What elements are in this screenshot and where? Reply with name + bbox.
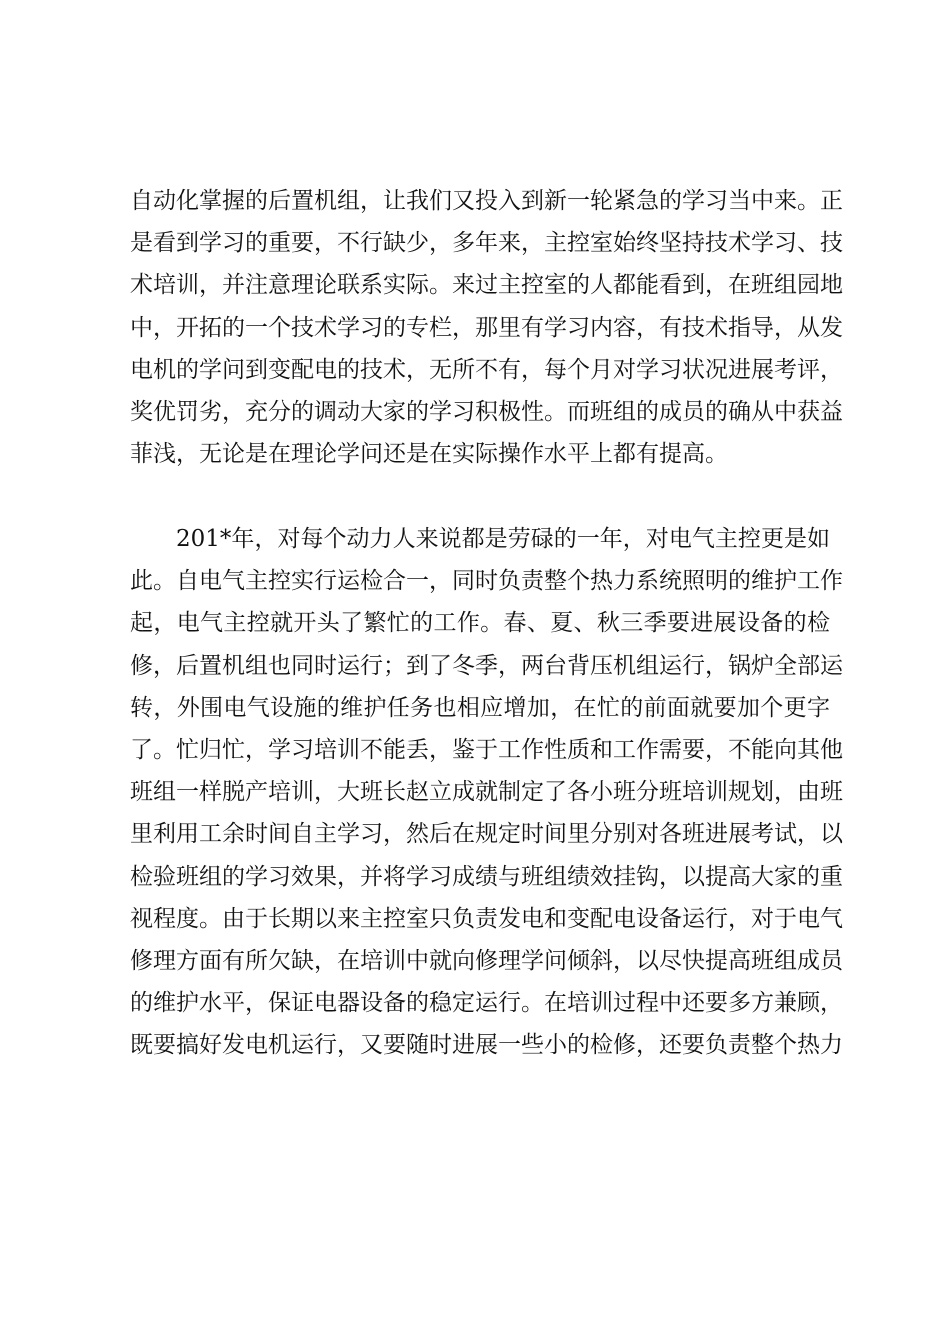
text-line: 中，开拓的一个技术学习的专栏，那里有学习内容，有技术指导，从发: [130, 314, 843, 341]
text-line: 术培训，并注意理论联系实际。来过主控室的人都能看到，在班组园地: [130, 272, 843, 299]
paragraph-2: [130, 518, 843, 1066]
text-line: 201*年，对每个动力人来说都是劳碌的一年，对电气主控更是如: [176, 526, 830, 552]
text-line: 既要搞好发电机运行，又要随时进展一些小的检修，还要负责整个热力: [130, 1032, 843, 1059]
text-line: 此。自电气主控实行运检合一，同时负责整个热力系统照明的维护工作: [130, 568, 843, 595]
text-line: 视程度。由于长期以来主控室只负责发电和变配电设备运行，对于电气: [130, 905, 843, 932]
text-line: 自动化掌握的后置机组，让我们又投入到新一轮紧急的学习当中来。正: [130, 188, 843, 214]
text-line: 起，电气主控就开头了繁忙的工作。春、夏、秋三季要进展设备的检: [130, 610, 830, 637]
text-line: 了。忙归忙，学习培训不能丢，鉴于工作性质和工作需要，不能向其他: [130, 736, 843, 763]
text-line: 的维护水平，保证电器设备的稳定运行。在培训过程中还要多方兼顾，: [130, 990, 843, 1017]
text-line: 修理方面有所欠缺，在培训中就向修理学问倾斜，以尽快提高班组成员: [130, 947, 843, 974]
text-line: 奖优罚劣，充分的调动大家的学习积极性。而班组的成员的确从中获益: [130, 398, 843, 425]
text-line: 里利用工余时间自主学习，然后在规定时间里分别对各班进展考试，以: [130, 821, 843, 848]
paragraph-1: [130, 180, 843, 475]
text-line: 修，后置机组也同时运行；到了冬季，两台背压机组运行，锅炉全部运: [130, 652, 843, 679]
text-line: 检验班组的学习效果，并将学习成绩与班组绩效挂钩，以提高大家的重: [130, 863, 843, 890]
text-line: 班组一样脱产培训，大班长赵立成就制定了各小班分班培训规划，由班: [130, 779, 843, 806]
text-line: 转，外围电气设施的维护任务也相应增加，在忙的前面就要加个更字: [130, 694, 830, 721]
text-line: 电机的学问到变配电的技术，无所不有，每个月对学习状况进展考评，: [130, 356, 843, 383]
text-line: 是看到学习的重要，不行缺少，多年来，主控室始终坚持技术学习、技: [130, 230, 843, 257]
text-line: 菲浅，无论是在理论学问还是在实际操作水平上都有提高。: [130, 441, 728, 468]
